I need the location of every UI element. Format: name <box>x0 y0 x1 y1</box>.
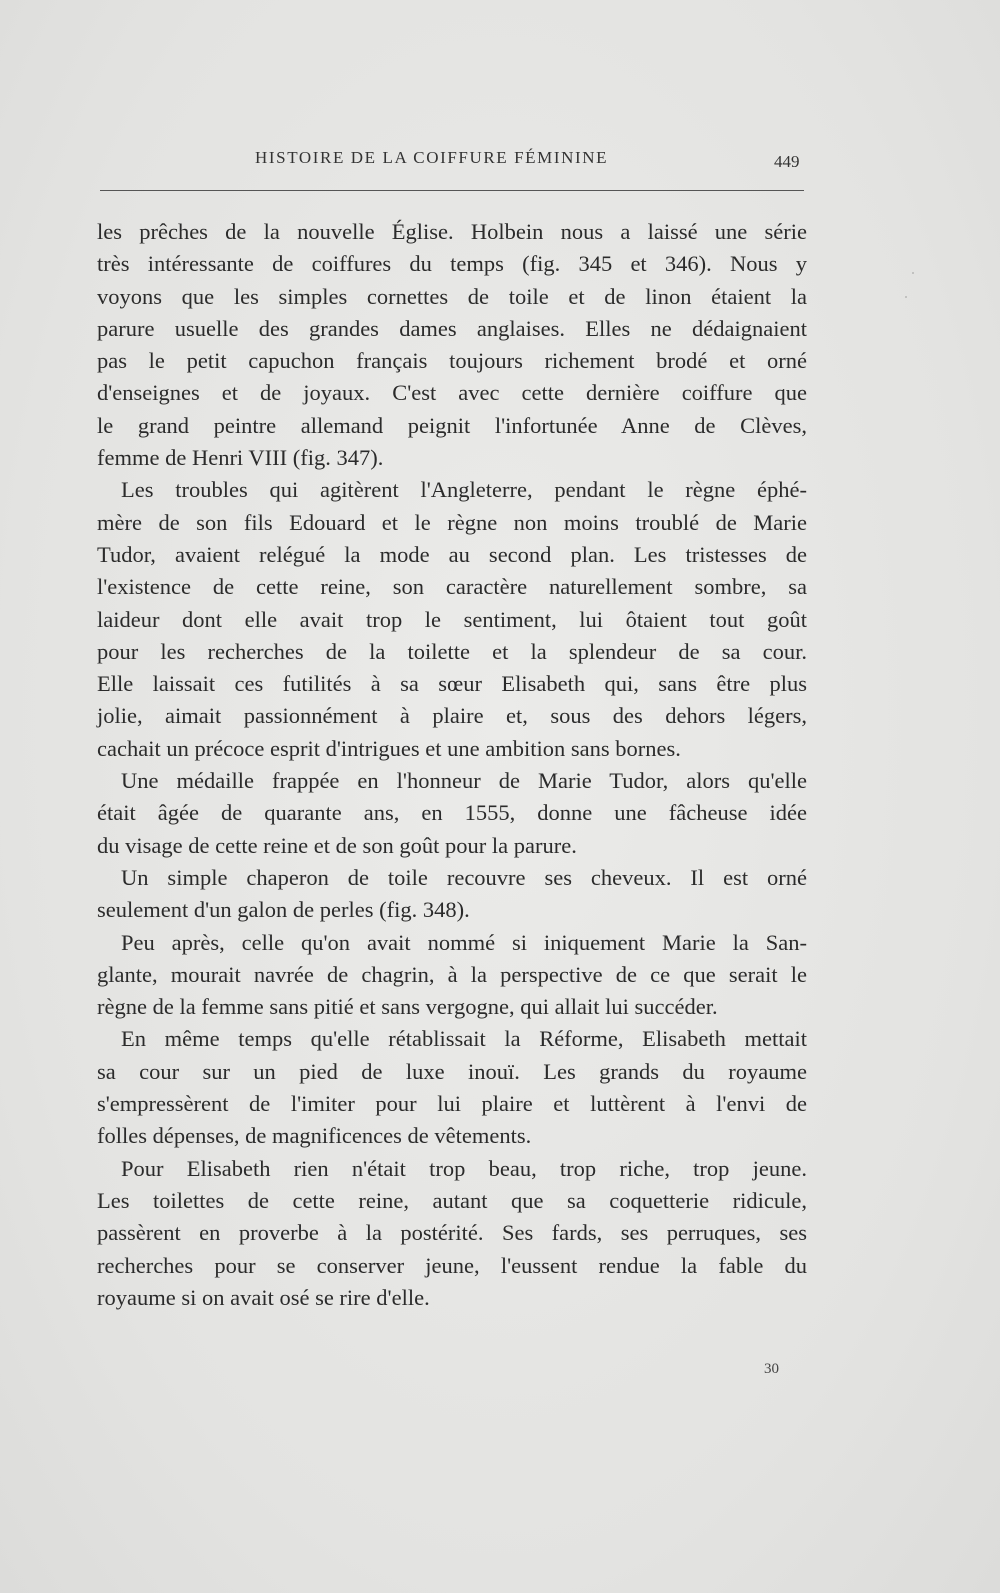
text-line: mère de son fils Edouard et le règne non moins troublé de Marie <box>97 509 807 535</box>
paper-speck <box>912 272 914 274</box>
text-line: très intéressante de coiffures du temps (fig. 345 et 346). Nous y <box>97 251 807 277</box>
text-line: les prêches de la nouvelle Église. Holbein nous a laissé une série <box>97 219 807 244</box>
text-line: était âgée de quarante ans, en 1555, donne une fâcheuse idée <box>97 800 807 826</box>
text-line: du visage de cette reine et de son goût pour la parure. <box>97 832 577 858</box>
running-head-title: HISTOIRE DE LA COIFFURE FÉMININE <box>255 148 609 167</box>
text-line: Les troubles qui agitèrent l'Angleterre, pendant le règne éphé- <box>121 477 807 503</box>
text-line: s'empressèrent de l'imiter pour lui plaire et luttèrent à l'envi de <box>97 1091 807 1117</box>
text-line: l'existence de cette reine, son caractère naturellement sombre, sa <box>97 574 807 600</box>
text-line: sa cour sur un pied de luxe inouï. Les grands du royaume <box>97 1058 807 1084</box>
body-text <box>97 216 807 1314</box>
signature-mark: 30 <box>764 1361 779 1377</box>
text-line: seulement d'un galon de perles (fig. 348). <box>97 897 470 923</box>
text-line: royaume si on avait osé se rire d'elle. <box>97 1284 430 1310</box>
text-line: En même temps qu'elle rétablissait la Réforme, Elisabeth mettait <box>121 1026 807 1052</box>
text-line: Elle laissait ces futilités à sa sœur Elisabeth qui, sans être plus <box>97 671 807 697</box>
text-line: femme de Henri VIII (fig. 347). <box>97 445 384 471</box>
page-number: 449 <box>774 152 800 171</box>
text-line: cachait un précoce esprit d'intrigues et une ambition sans bornes. <box>97 735 681 761</box>
paragraph <box>97 1153 807 1314</box>
text-line: Une médaille frappée en l'honneur de Marie Tudor, alors qu'elle <box>121 768 807 794</box>
text-line: d'enseignes et de joyaux. C'est avec cette dernière coiffure que <box>97 380 807 406</box>
text-line: laideur dont elle avait trop le sentiment, lui ôtaient tout goût <box>97 606 807 632</box>
text-line: voyons que les simples cornettes de toile et de linon étaient la <box>97 283 807 309</box>
text-line: Tudor, avaient relégué la mode au second plan. Les tristesses de <box>97 541 807 567</box>
text-line: pas le petit capuchon français toujours richement brodé et orné <box>97 348 807 374</box>
text-line: parure usuelle des grandes dames anglaises. Elles ne dédaignaient <box>97 315 807 341</box>
text-line: jolie, aimait passionnément à plaire et, sous des dehors légers, <box>97 703 807 729</box>
text-line: recherches pour se conserver jeune, l'eussent rendue la fable du <box>97 1252 807 1278</box>
text-line: passèrent en proverbe à la postérité. Ses fards, ses perruques, ses <box>97 1220 807 1246</box>
text-line: Pour Elisabeth rien n'était trop beau, trop riche, trop jeune. <box>121 1155 807 1181</box>
text-line: Peu après, celle qu'on avait nommé si iniquement Marie la San- <box>121 929 807 955</box>
paragraph <box>97 216 807 474</box>
paragraph <box>97 862 807 927</box>
text-line: pour les recherches de la toilette et la splendeur de sa cour. <box>97 638 807 664</box>
paragraph <box>97 1023 807 1152</box>
text-line: glante, mourait navrée de chagrin, à la perspective de ce que serait le <box>97 961 807 987</box>
paragraph <box>97 474 807 765</box>
header-rule <box>100 190 804 191</box>
text-line: Un simple chaperon de toile recouvre ses cheveux. Il est orné <box>121 864 807 890</box>
paragraph <box>97 765 807 862</box>
paragraph <box>97 927 807 1024</box>
text-line: le grand peintre allemand peignit l'infortunée Anne de Clèves, <box>97 412 807 438</box>
text-line: folles dépenses, de magnificences de vêtements. <box>97 1123 532 1149</box>
text-line: règne de la femme sans pitié et sans vergogne, qui allait lui succéder. <box>97 994 718 1020</box>
text-line: Les toilettes de cette reine, autant que sa coquetterie ridicule, <box>97 1187 807 1213</box>
paper-speck <box>905 296 907 298</box>
